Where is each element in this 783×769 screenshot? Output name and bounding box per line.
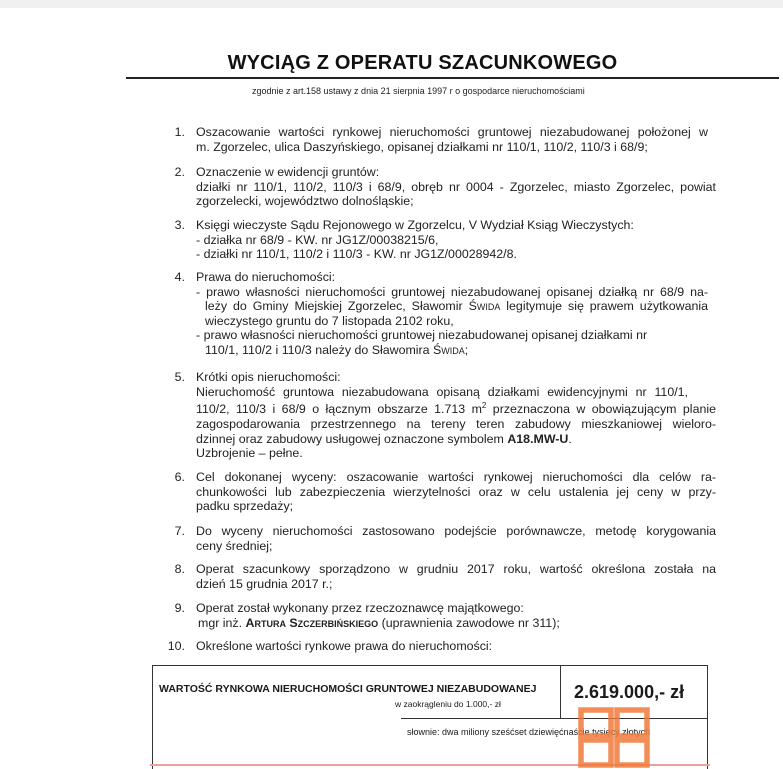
item-line: - prawo własności nieruchomości gruntowej niezabudowanej opisanej działką nr 68/9 na- xyxy=(196,284,708,299)
item-number: 7. xyxy=(174,524,185,538)
document-subtitle: zgodnie z art.158 ustawy z dnia 21 sierpnia 1997 r o gospodarce nieruchomościami xyxy=(252,86,585,96)
item-line: Nieruchomość gruntowa niezabudowana opisaną działkami ewidencyjnymi nr 110/1, xyxy=(196,384,688,399)
item-line: ceny średniej; xyxy=(196,538,273,553)
logo-block xyxy=(581,740,611,765)
document-title: WYCIĄG Z OPERATU SZACUNKOWEGO xyxy=(227,52,618,74)
item-line: Uzbrojenie – pełne. xyxy=(196,446,303,461)
item-line: zgorzelecki, województwo dolnośląskie; xyxy=(196,194,414,209)
item-number: 2. xyxy=(174,165,185,179)
item-text xyxy=(196,524,716,553)
item-text xyxy=(196,639,716,654)
watermark-logo xyxy=(578,706,650,768)
title-underline xyxy=(126,77,779,79)
item-line: - działki nr 110/1, 110/2 i 110/3 - KW. nr JG1Z/00028942/8. xyxy=(196,247,517,262)
item-number: 10. xyxy=(167,639,185,653)
item-line: leży do Gminy Miejskiej Zgorzelec, Sławomir Świda legitymuje się prawem użytkowania xyxy=(205,299,708,314)
item-line: działki nr 110/1, 110/2, 110/3 i 68/9, obręb nr 0004 - Zgorzelec, miasto Zgorzelec, powiat xyxy=(196,179,716,194)
item-line: dzień 15 grudnia 2017 r.; xyxy=(196,576,333,591)
item-number: 6. xyxy=(174,470,185,484)
page-top-edge xyxy=(0,0,783,8)
item-number: 9. xyxy=(174,601,185,615)
table-divider xyxy=(560,666,561,718)
item-line: Operat został wykonany przez rzeczoznawcę majątkowego: xyxy=(196,601,524,615)
valuation-in-words: słownie: dwa miliony sześćset dziewięćnaście tysięcy złotych xyxy=(407,727,651,737)
item-text xyxy=(196,470,716,514)
item-line: Krótki opis nieruchomości: xyxy=(196,370,341,384)
valuation-sublabel: w zaokrągleniu do 1.000,- zł xyxy=(395,699,501,709)
item-number: 4. xyxy=(174,270,185,284)
item-number: 8. xyxy=(174,562,185,576)
item-line: Oszacowanie wartości rynkowej nieruchomości gruntowej niezabudowanej położonej w xyxy=(196,125,708,139)
item-text xyxy=(196,370,716,461)
logo-block xyxy=(581,710,611,736)
item-line: - prawo własności nieruchomości gruntowej niezabudowanej opisanej działkami nr xyxy=(196,328,648,343)
item-line: chunkowości lub zabezpieczenia wierzytelności oraz w celu ustalenia jej ceny w przy- xyxy=(196,484,716,499)
item-line: m. Zgorzelec, ulica Daszyńskiego, opisanej działkami nr 110/1, 110/2, 110/3 i 68/9; xyxy=(196,139,648,154)
item-line: wieczystego gruntu do 7 listopada 2102 roku, xyxy=(205,313,454,328)
item-text xyxy=(196,165,716,209)
valuation-label: WARTOŚĆ RYNKOWA NIERUCHOMOŚCI GRUNTOWEJ NIEZABUDOWANEJ xyxy=(159,683,537,695)
item-text xyxy=(196,601,716,630)
item-text xyxy=(196,125,708,154)
item-line: Oznaczenie w ewidencji gruntów: xyxy=(196,165,380,179)
item-line: Do wyceny nieruchomości zastosowano podejście porównawcze, metodę korygowania xyxy=(196,524,716,538)
item-number: 1. xyxy=(174,125,185,139)
item-line: - działka nr 68/9 - KW. nr JG1Z/00038215/6, xyxy=(196,232,439,247)
item-text xyxy=(196,270,708,358)
item-line: 110/2, 110/3 i 68/9 o łącznym obszarze 1.713 $m^2$ przeznaczona w obowiązującym planie xyxy=(196,401,716,417)
item-line: 110/1, 110/2 i 110/3 należy do Sławomira Świda; xyxy=(205,342,469,357)
item-text xyxy=(196,218,716,262)
item-line: Prawa do nieruchomości: xyxy=(196,270,336,284)
item-line: Operat szacunkowy sporządzono w grudniu 2017 roku, wartość określona została na xyxy=(196,562,716,576)
logo-block xyxy=(617,740,647,765)
table-divider xyxy=(401,718,707,719)
item-line: dzinnej oraz zabudowy usługowej oznaczone symbolem A18.MW-U. xyxy=(196,431,572,446)
item-line: padku sprzedaży; xyxy=(196,499,294,514)
item-line: mgr inż. Artura Szczerbińskiego (uprawnienia zawodowe nr 311); xyxy=(198,615,560,630)
item-text xyxy=(196,562,716,591)
logo-block xyxy=(617,710,647,736)
item-number: 5. xyxy=(174,370,185,384)
item-line: Cel dokonanej wyceny: oszacowanie wartości rynkowej nieruchomości dla celów ra- xyxy=(196,470,716,484)
item-line: zagospodarowania przestrzennego na tereny teren zabudowy mieszkaniowej wieloro- xyxy=(196,416,716,431)
item-line: Księgi wieczyste Sądu Rejonowego w Zgorzelcu, V Wydział Ksiąg Wieczystych: xyxy=(196,218,634,232)
item-line: Określone wartości rynkowe prawa do nieruchomości: xyxy=(196,639,493,653)
item-number: 3. xyxy=(174,218,185,232)
valuation-amount: 2.619.000,- zł xyxy=(574,682,685,702)
